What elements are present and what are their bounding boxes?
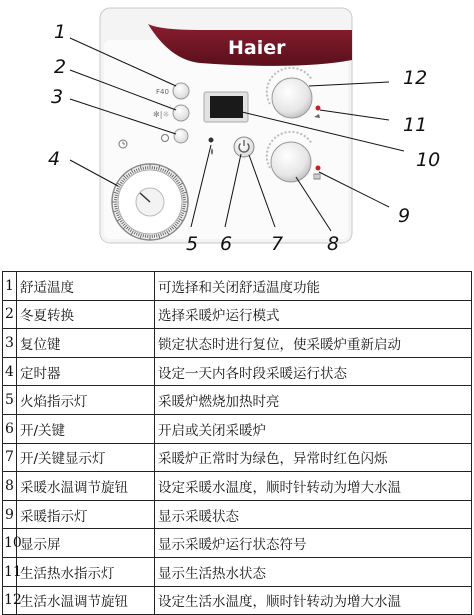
dhw-temp-knob[interactable] bbox=[272, 78, 312, 118]
legend-number: 12 bbox=[3, 586, 17, 615]
legend-number: 2 bbox=[3, 300, 17, 329]
legend-name: 定时器 bbox=[17, 357, 155, 386]
brand-logo: Haier bbox=[228, 37, 286, 59]
legend-number: 8 bbox=[3, 472, 17, 501]
reset-button[interactable] bbox=[174, 129, 188, 143]
legend-row bbox=[3, 529, 472, 558]
callout-6: 6 bbox=[220, 233, 232, 255]
svg-text:✻|☼: ✻|☼ bbox=[153, 110, 170, 119]
legend-description: 显示采暖状态 bbox=[155, 500, 472, 529]
legend-row bbox=[3, 272, 472, 301]
legend-row bbox=[3, 357, 472, 386]
legend-number: 11 bbox=[3, 557, 17, 586]
legend-row bbox=[3, 443, 472, 472]
dhw-indicator bbox=[316, 106, 321, 111]
callout-1: 1 bbox=[54, 21, 66, 43]
legend-description: 开启或关闭采暖炉 bbox=[155, 414, 472, 443]
legend-description: 采暖炉燃烧加热时亮 bbox=[155, 386, 472, 415]
legend-name: 生活水温调节旋钮 bbox=[17, 586, 155, 615]
legend-row bbox=[3, 557, 472, 586]
legend-description: 可选择和关闭舒适温度功能 bbox=[155, 272, 472, 301]
heating-temp-knob[interactable] bbox=[271, 142, 311, 182]
callout-7: 7 bbox=[271, 233, 283, 255]
legend-description: 选择采暖炉运行模式 bbox=[155, 300, 472, 329]
legend-description: 设定一天内各时段采暖运行状态 bbox=[155, 357, 472, 386]
callout-4: 4 bbox=[48, 148, 60, 170]
legend-name: 开/关键 bbox=[17, 414, 155, 443]
legend-row bbox=[3, 586, 472, 615]
legend-row bbox=[3, 500, 472, 529]
legend-description: 设定采暖水温度，顺时针转动为增大水温 bbox=[155, 472, 472, 501]
legend-name: 采暖水温调节旋钮 bbox=[17, 472, 155, 501]
snowflake-sun-icon bbox=[153, 110, 170, 119]
flame-indicator bbox=[209, 138, 214, 143]
legend-name: 采暖指示灯 bbox=[17, 500, 155, 529]
legend-row bbox=[3, 386, 472, 415]
callout-3: 3 bbox=[51, 86, 63, 108]
legend-row bbox=[3, 414, 472, 443]
callout-12: 12 bbox=[403, 67, 427, 89]
legend-name: 开/关键显示灯 bbox=[17, 443, 155, 472]
legend-number: 7 bbox=[3, 443, 17, 472]
legend-row bbox=[3, 329, 472, 358]
callout-9: 9 bbox=[398, 205, 410, 227]
legend-number: 1 bbox=[3, 272, 17, 301]
legend-name: 冬夏转换 bbox=[17, 300, 155, 329]
legend-number: 4 bbox=[3, 357, 17, 386]
legend-description: 显示生活热水状态 bbox=[155, 557, 472, 586]
legend-row bbox=[3, 300, 472, 329]
timer-dial[interactable] bbox=[112, 164, 188, 240]
legend-description: 锁定状态时进行复位，使采暖炉重新启动 bbox=[155, 329, 472, 358]
legend-name: 显示屏 bbox=[17, 529, 155, 558]
legend-name: 舒适温度 bbox=[17, 272, 155, 301]
legend-description: 显示采暖炉运行状态符号 bbox=[155, 529, 472, 558]
legend-number: 6 bbox=[3, 414, 17, 443]
legend-name: 生活热水指示灯 bbox=[17, 557, 155, 586]
callout-11: 11 bbox=[403, 114, 427, 136]
legend-number: 3 bbox=[3, 329, 17, 358]
legend-description: 设定生活水温度，顺时针转动为增大水温 bbox=[155, 586, 472, 615]
legend-name: 火焰指示灯 bbox=[17, 386, 155, 415]
winter-summer-button[interactable] bbox=[173, 105, 189, 121]
comfort-button-label: F40 bbox=[156, 88, 169, 96]
legend-number: 5 bbox=[3, 386, 17, 415]
callout-2: 2 bbox=[54, 56, 66, 78]
legend-description: 采暖炉正常时为绿色，异常时红色闪烁 bbox=[155, 443, 472, 472]
heating-indicator bbox=[316, 166, 321, 171]
legend-number: 9 bbox=[3, 500, 17, 529]
callout-5: 5 bbox=[186, 233, 198, 255]
legend-table bbox=[2, 271, 472, 615]
callout-8: 8 bbox=[327, 233, 339, 255]
boiler-panel-illustration bbox=[0, 0, 474, 265]
legend-number: 10 bbox=[3, 529, 17, 558]
legend-row bbox=[3, 472, 472, 501]
callout-10: 10 bbox=[416, 149, 440, 171]
display-screen bbox=[204, 92, 248, 122]
legend-name: 复位键 bbox=[17, 329, 155, 358]
